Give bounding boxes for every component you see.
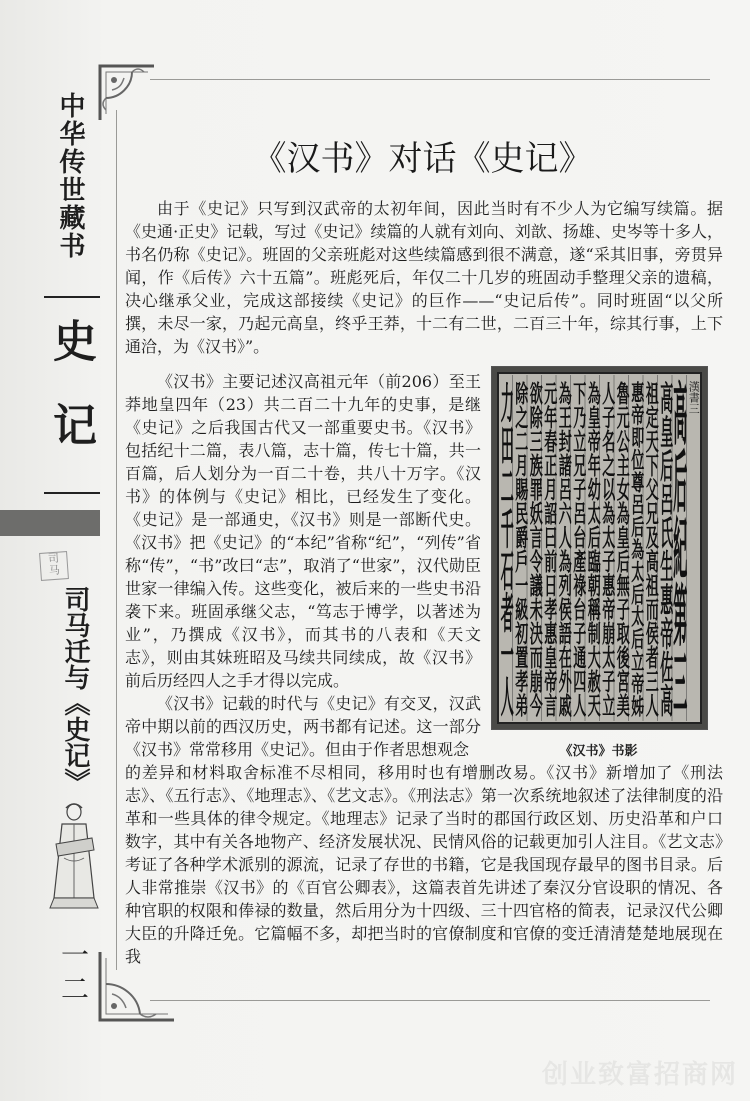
paragraph-3-continued: 的差异和材料取舍标准不尽相同，移用时也有增删改易。《汉书》新增加了《刑法志》、《五行志》、《地理志》、《艺文志》。《刑法志》第一次系统地叙述了法律制度的沿革和一些具体的律令规定。《地理志》记录了当时的郡国行政区划、历史沿革和户口数字，其中有关各地物产、经济发展状况、民情风俗的记载更加引人注目。《艺文志》考证了各种学术派别的源流，记录了存世的书籍，它是我国现存最早的图书目录。后人非常推崇《汉书》的《百官公卿表》，这篇表首先讲述了秦汉分官设职的情况、各种官职的权限和俸禄的数量，然后用分为十四级、三十四官格的简表，记录汉代公卿大臣的升降迁免。它篇幅不多，却把当时的官僚制度和官僚的变迁清清楚楚地展现在我 — [125, 763, 723, 966]
photo-header: 漢書三 — [687, 381, 701, 414]
photo-content — [492, 367, 707, 729]
seal-stamp-icon: 司 马 — [39, 551, 69, 581]
photo-text-column: 力田二千石者一人 — [497, 381, 513, 485]
photo-text-column: 除之二月賜民爵戶一級初置孝弟 — [512, 381, 528, 563]
photo-text-column: 惠帝即位尊呂后為太后太后立帝姊 — [628, 381, 644, 576]
sidebar-grey-band — [0, 510, 100, 536]
figure-caption: 《汉书》书影 — [559, 744, 638, 759]
scholar-figure-icon — [44, 798, 104, 918]
series-title: 中华传世藏书 — [55, 92, 85, 260]
photo-text-column: 人子名之以為太子惠帝崩太子立 — [599, 381, 615, 563]
photo-text-column: 高皇后呂氏生惠帝佐高 — [657, 381, 673, 511]
photo-text-column: 為王封諸呂六人為列侯語在外戚 — [555, 381, 571, 563]
frame-top-line — [150, 79, 710, 80]
sidebar-rule-bottom — [44, 492, 100, 494]
corner-ornament-top-left-icon — [92, 58, 162, 128]
chapter-title: 司马迁与《史记》 — [60, 586, 90, 794]
body-block-top — [125, 197, 723, 358]
photo-text-column: 祖定天下父兄及高祖而侯者三人 — [642, 381, 658, 563]
photo-text-column: 下乃立兄子呂台產祿台子通四人 — [570, 381, 586, 563]
hanshu-page-photo — [491, 366, 708, 730]
paragraph-2: 《汉书》主要记述汉高祖元年（前206）至王莽地皇四年（23）共二百二十九年的史事，是继《史记》之后我国古代又一部重要史书。《汉书》包括纪十二篇，表八篇，志十篇，传七十篇，共一百篇，后人划分为一百二十卷，共八十万字。《汉书》的体例与《史记》相比，已经发生了变化。《史记》是一部通史，《汉书》则是一部断代史。《汉书》把《史记》的“本纪”省称“纪”，“列传”省称“传”，“书”改曰“志”，取消了“世家”，汉代勋臣世家一律编入传。这些变化，被后来的一些史书沿袭下来。班固承继父志，“笃志于博学，以著述为业”，乃撰成《汉书》，而其书的八表和《天文志》，则由其妹班昭及马续共同续成，故《汉书》前后历经四人之手才得以完成。 — [125, 372, 481, 690]
paragraph-1: 由于《史记》只写到汉武帝的太初年间，因此当时有不少人为它编写续篇。据《史通·正史》记载，写过《史记》续篇的人就有刘向、刘歆、扬雄、史岑等十多人，书名仍称《史记》。班固的父亲班彪对这些续篇感到很不满意，遂“采其旧事，旁贯异闻，作《后传》六十五篇”。班彪死后，年仅二十几岁的班固动手整理父亲的遗稿，决心继承父业，完成这部接续《史记》的巨作——“史记后传”。同时班固“以父所撰，未尽一家，乃起元高皇，终乎王莽，十二有二世，二百三十年，综其行事，上下通洽，为《汉书》”。 — [125, 199, 723, 356]
sidebar-rule-top — [44, 296, 100, 298]
paragraph-3: 《汉书》记载的时代与《史记》有交叉，汉武帝中期以前的西汉历史，两书都有记述。这一部分《汉书》常常移用《史记》。但由于作者思想观念 — [125, 694, 481, 759]
photo-text-column: 高后紀第三 — [671, 379, 688, 449]
photo-text-column: 魯元公主女為皇后無子取後宮美 — [613, 381, 629, 563]
frame-left-line — [116, 110, 117, 970]
body-block-bottom — [125, 761, 723, 968]
article-title: 《汉书》对话《史记》 — [252, 139, 593, 179]
frame-bottom-line — [150, 1000, 710, 1001]
photo-text-column: 欲除三族罪妖言令議未決而崩今 — [526, 381, 542, 563]
book-title: 史记 — [45, 318, 96, 486]
page-number: 一二 — [57, 940, 90, 1008]
body-block-wrap — [125, 370, 481, 761]
watermark: 创业致富招商网 — [541, 1060, 738, 1090]
photo-text-column: 元年春正月詔曰前日孝惠皇帝言 — [541, 381, 557, 563]
photo-text-column: 為皇帝年幼太后臨朝稱制大赦天 — [584, 381, 600, 563]
